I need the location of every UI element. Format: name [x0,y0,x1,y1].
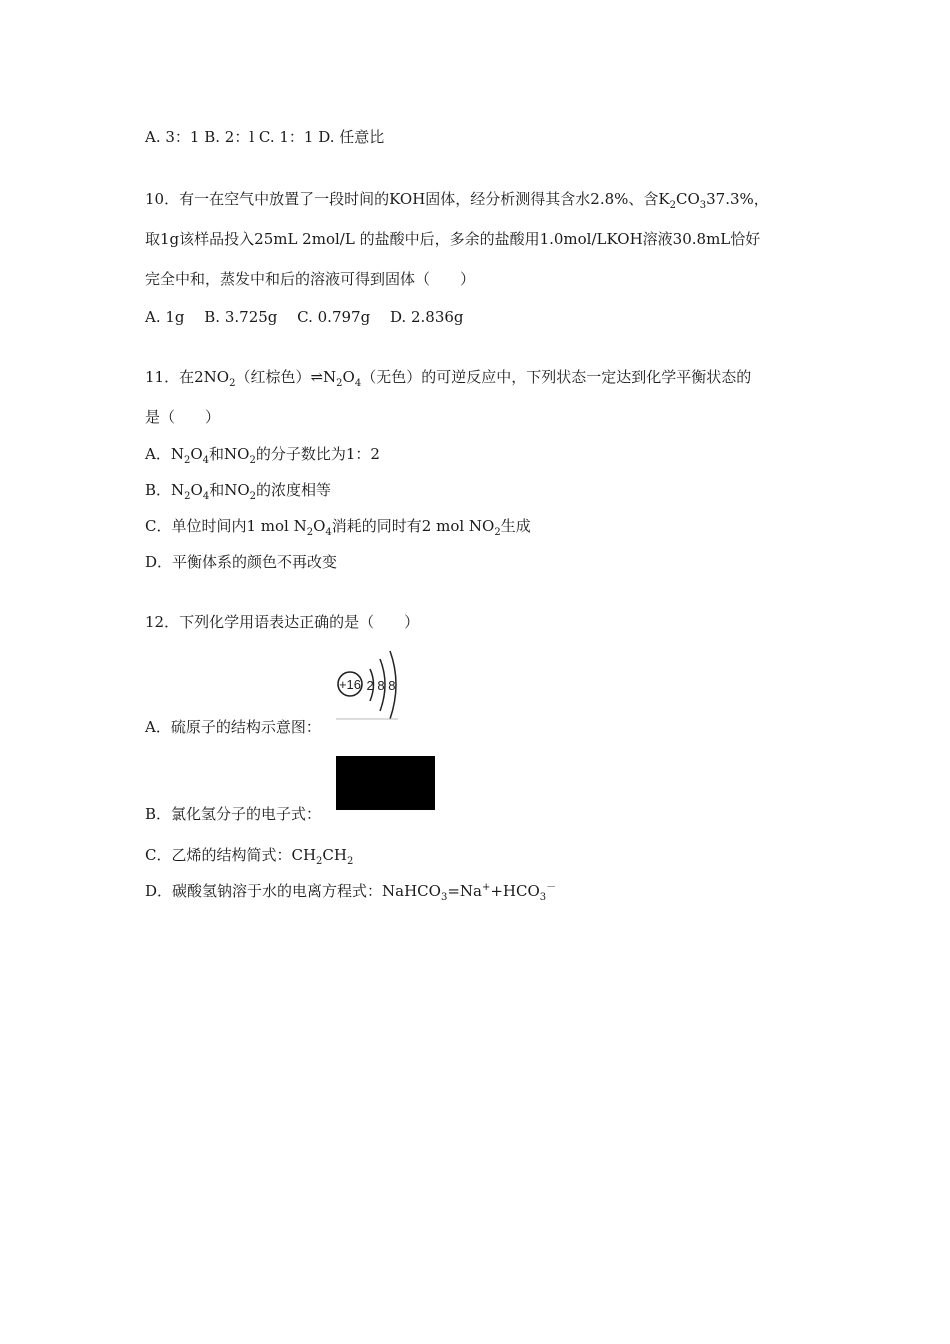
sulfur-atom-diagram [334,645,400,721]
q10-stem-line1: 10．有一在空气中放置了一段时间的KOH固体，经分析测得其含水2.8%、含$K_2CO_337.3\%$， [145,190,769,211]
q11-stem-line2: 是（ ） [145,408,221,426]
q12-option-d: D．碳酸氢钠溶于水的电离方程式：$NaHCO_3=Na^++HCO_3^-$ [145,882,557,903]
q12-option-a: A．硫原子的结构示意图： [145,718,321,736]
q12-stem: 12．下列化学用语表达正确的是（ ） [145,613,420,631]
q11-option-d: D．平衡体系的颜色不再改变 [145,553,338,571]
nucleus-charge: +16 [338,677,362,692]
q12-option-b: B．氯化氢分子的电子式： [145,805,322,823]
q10-stem-line2: 取1g该样品投入25mL 2mol/L 的盐酸中后，多余的盐酸用1.0mol/LKOH溶液30.8mL恰好 [145,230,761,248]
q11-stem-line1: 11．在$2NO_2$（红棕色）$\rightleftharpoons N_2O_4$（无色）的可逆反应中，下列状态一定达到化学平衡状态的 [145,368,752,389]
q10-stem-line3: 完全中和，蒸发中和后的溶液可得到固体（ ） [145,270,476,288]
shell-electrons: 2 8 8 [366,678,396,693]
q9-options: A. 3：1 B. 2：l C. 1：1 D. 任意比 [145,128,385,146]
q11-option-a: A．$N_2O_4$和$NO_2$的分子数比为1：2 [145,445,380,466]
q10-options: A. 1g B. 3.725g C. 0.797g D. 2.836g [145,308,464,326]
q12-option-c: C．乙烯的结构简式：$CH_2CH_2$ [145,846,354,867]
q11-option-b: B．$N_2O_4$和$NO_2$的浓度相等 [145,481,332,502]
q11-option-c: C．单位时间内1 mol $N_2O_4$消耗的同时有2 mol $NO_2$生成 [145,517,531,538]
hcl-electron-formula-image [336,756,435,810]
